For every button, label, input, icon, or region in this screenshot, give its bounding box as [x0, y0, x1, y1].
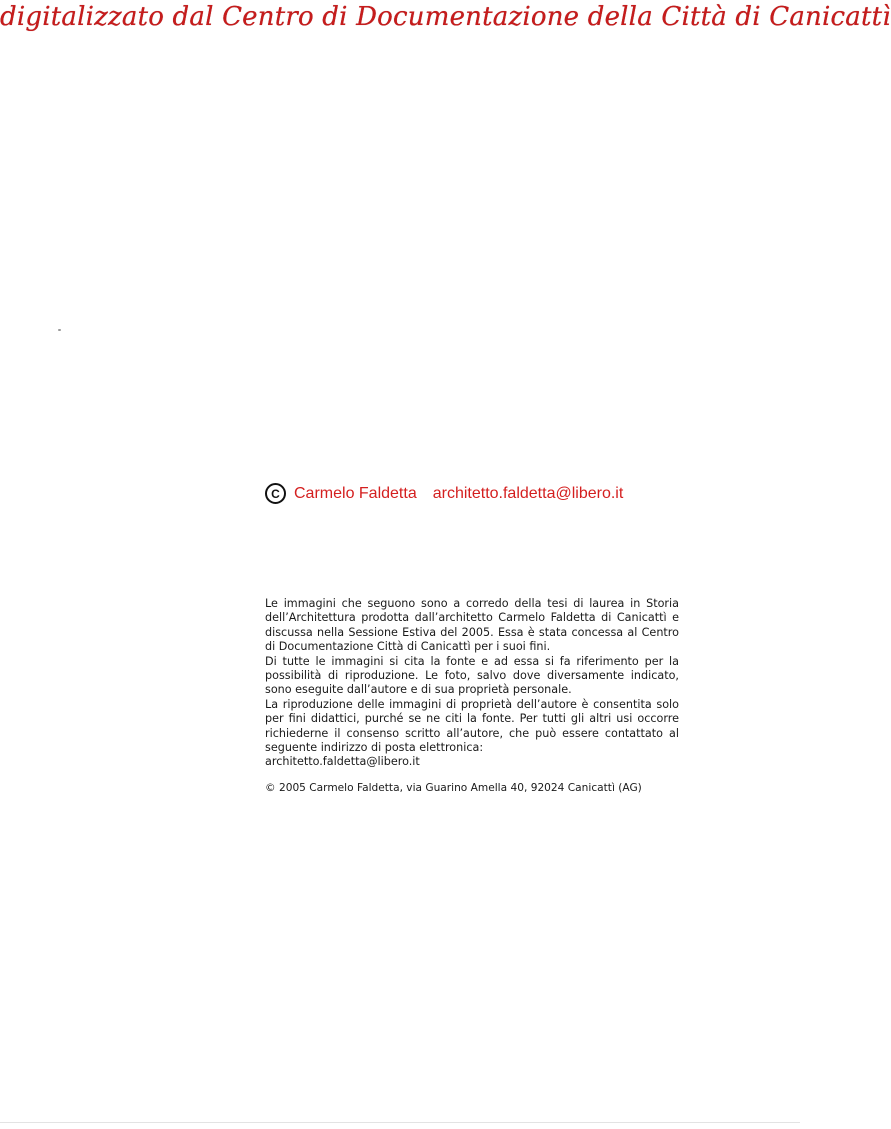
author-credit-line	[265, 483, 623, 504]
scan-edge-line	[0, 1122, 800, 1123]
author-email-link[interactable]: architetto.faldetta@libero.it	[432, 484, 624, 502]
copyright-footer: © 2005 Carmelo Faldetta, via Guarino Amella 40, 92024 Canicattì (AG)	[265, 782, 642, 794]
notice-paragraph: Le immagini che seguono sono a corredo della tesi di laurea in Storia dell’Architettura prodotta dall’architetto Carmelo Faldetta di Canicattì e discussa nella Sessione Estiva del 2005. Essa è stata concessa al Centro di Documentazione Città di Canicattì per i suoi fini.	[265, 597, 679, 654]
notice-paragraph: La riproduzione delle immagini di proprietà dell’autore è consentita solo per fini didattici, purché se ne citi la fonte. Per tutti gli altri usi occorre richiederne il consenso scritto all’autore, che può essere contattato al seguente indirizzo di posta elettronica:	[265, 697, 679, 755]
scan-speck	[58, 329, 61, 331]
contact-email[interactable]: architetto.faldetta@libero.it	[265, 755, 420, 769]
notice-paragraph: Di tutte le immagini si cita la fonte e ad essa si fa riferimento per la possibilità di riproduzione. Le foto, salvo dove diversamente indicato, sono eseguite dall’autore e di sua proprietà personale.	[265, 654, 679, 697]
usage-notice	[265, 597, 679, 770]
digitization-watermark: digitalizzato dal Centro di Documentazione della Città di Canicattì	[0, 2, 891, 32]
author-name: Carmelo Faldetta	[294, 484, 417, 502]
copyright-icon: C	[265, 483, 286, 504]
